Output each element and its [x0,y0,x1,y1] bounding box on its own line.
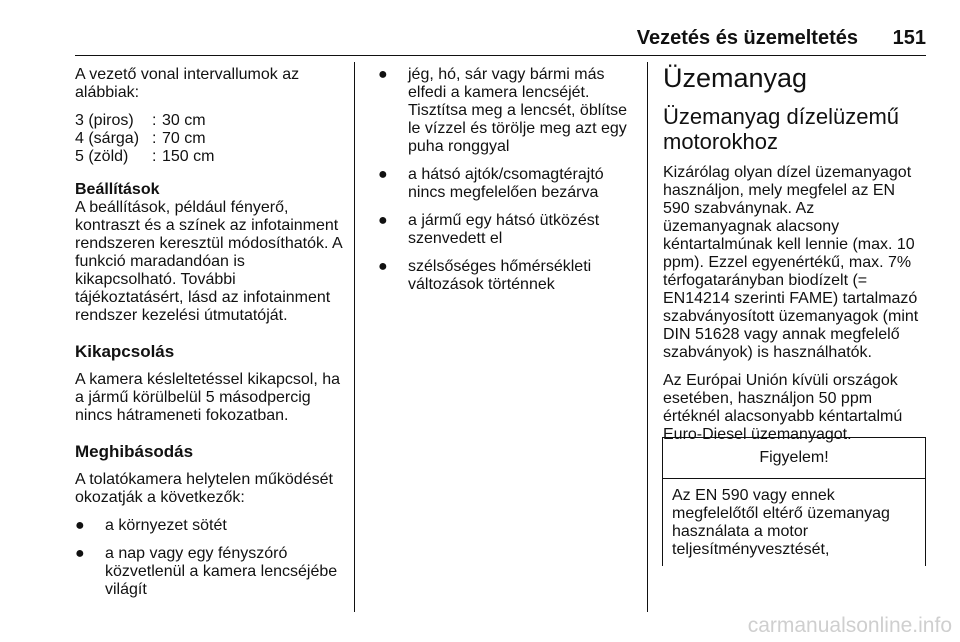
interval-value: 150 cm [162,148,215,165]
left-column [75,66,345,599]
list-item [75,545,345,599]
list-item-text: a hátsó ajtók/csomagtérajtó nincs megfelelően bezárva [408,166,604,201]
warning-box [662,437,926,566]
bullet-icon: ● [378,66,388,83]
column-divider-right [647,62,648,612]
section-subtitle: Üzemanyag dízelüzemű motorokhoz [663,104,900,154]
list-item-text: szélsőséges hőmérsékleti változások történnek [408,258,592,293]
settings-text: A beállítások, például fényerő, kontraszt és a színek az infotainment rendszeren keresztül módosíthatók. A funkció maradandóan is kikapcsolható. További tájékoztatásért, lásd az infotainment rendszer kezelési útmutatóját. [75,199,342,324]
list-item [378,166,638,202]
interval-separator: : [152,112,157,129]
page-number: 151 [892,27,926,49]
warning-text: Az EN 590 vagy ennek megfelelőtől eltérő üzemanyag használata a motor teljesítményvesztését, [672,487,890,558]
fuel-paragraph-2: Az Európai Unión kívüli országok esetében, használjon 50 ppm értéknél alacsonyabb kéntartalmú Euro-Diesel üzemanyagot. [663,372,903,443]
interval-row [75,148,345,166]
list-item-text: a nap vagy egy fényszóró közvetlenül a kamera lencséjébe világít [105,545,338,598]
settings-heading: Beállítások [75,181,160,198]
bullet-icon: ● [378,166,388,183]
interval-separator: : [152,148,157,165]
list-item [378,66,638,156]
interval-value: 70 cm [162,130,206,147]
interval-row [75,112,345,130]
watermark: carmanualsonline.info [747,614,952,637]
list-item [378,212,638,248]
bullet-icon: ● [75,517,85,534]
list-item-text: jég, hó, sár vagy bármi más elfedi a kamera lencséjét. Tisztítsa meg a lencsét, öblítse le vízzel és törölje meg azt egy puha ronggyal [408,66,628,155]
interval-value: 30 cm [162,112,206,129]
list-item [75,517,345,535]
interval-label: 4 (sárga) [75,130,140,147]
interval-label: 3 (piros) [75,112,134,129]
off-heading: Kikapcsolás [75,342,175,361]
header-title: Vezetés és üzemeltetés [636,27,858,49]
bullet-icon: ● [378,258,388,275]
bullet-icon: ● [75,545,85,562]
off-text: A kamera késleltetéssel kikapcsol, ha a jármű körülbelül 5 másodpercig nincs hátrameneti fokozatban. [75,371,341,424]
bullet-icon: ● [378,212,388,229]
right-column [663,62,925,444]
list-item-text: a jármű egy hátsó ütközést szenvedett el [408,212,600,247]
middle-column [378,66,638,294]
warning-heading: Figyelem! [663,438,925,479]
interval-table [75,112,345,166]
interval-label: 5 (zöld) [75,148,129,165]
fault-heading: Meghibásodás [75,442,194,461]
list-item [378,258,638,294]
fault-list [75,517,345,599]
interval-separator: : [152,130,157,147]
column-divider-left [354,62,355,612]
interval-row [75,130,345,148]
section-title: Üzemanyag [663,63,808,93]
page-header [75,27,926,56]
fuel-paragraph-1: Kizárólag olyan dízel üzemanyagot használjon, mely megfelel az EN 590 szabványnak. Az üzemanyagnak alacsony kéntartalmúnak kell lennie (max. 10 ppm). Ezzel egyenértékű, max. 7% térfogatarányban biodízelt (= EN14214 szerinti FAME) tartalmazó szabványosított üzemanyagok (mint DIN 51628 vagy annak megfelelő szabványok) is használhatók. [663,164,919,361]
fault-text: A tolatókamera helytelen működését okozatják a következők: [75,471,333,506]
interval-intro: A vezető vonal intervallumok az alábbiak: [75,66,300,101]
fault-list-continued [378,66,638,294]
list-item-text: a környezet sötét [105,517,227,534]
